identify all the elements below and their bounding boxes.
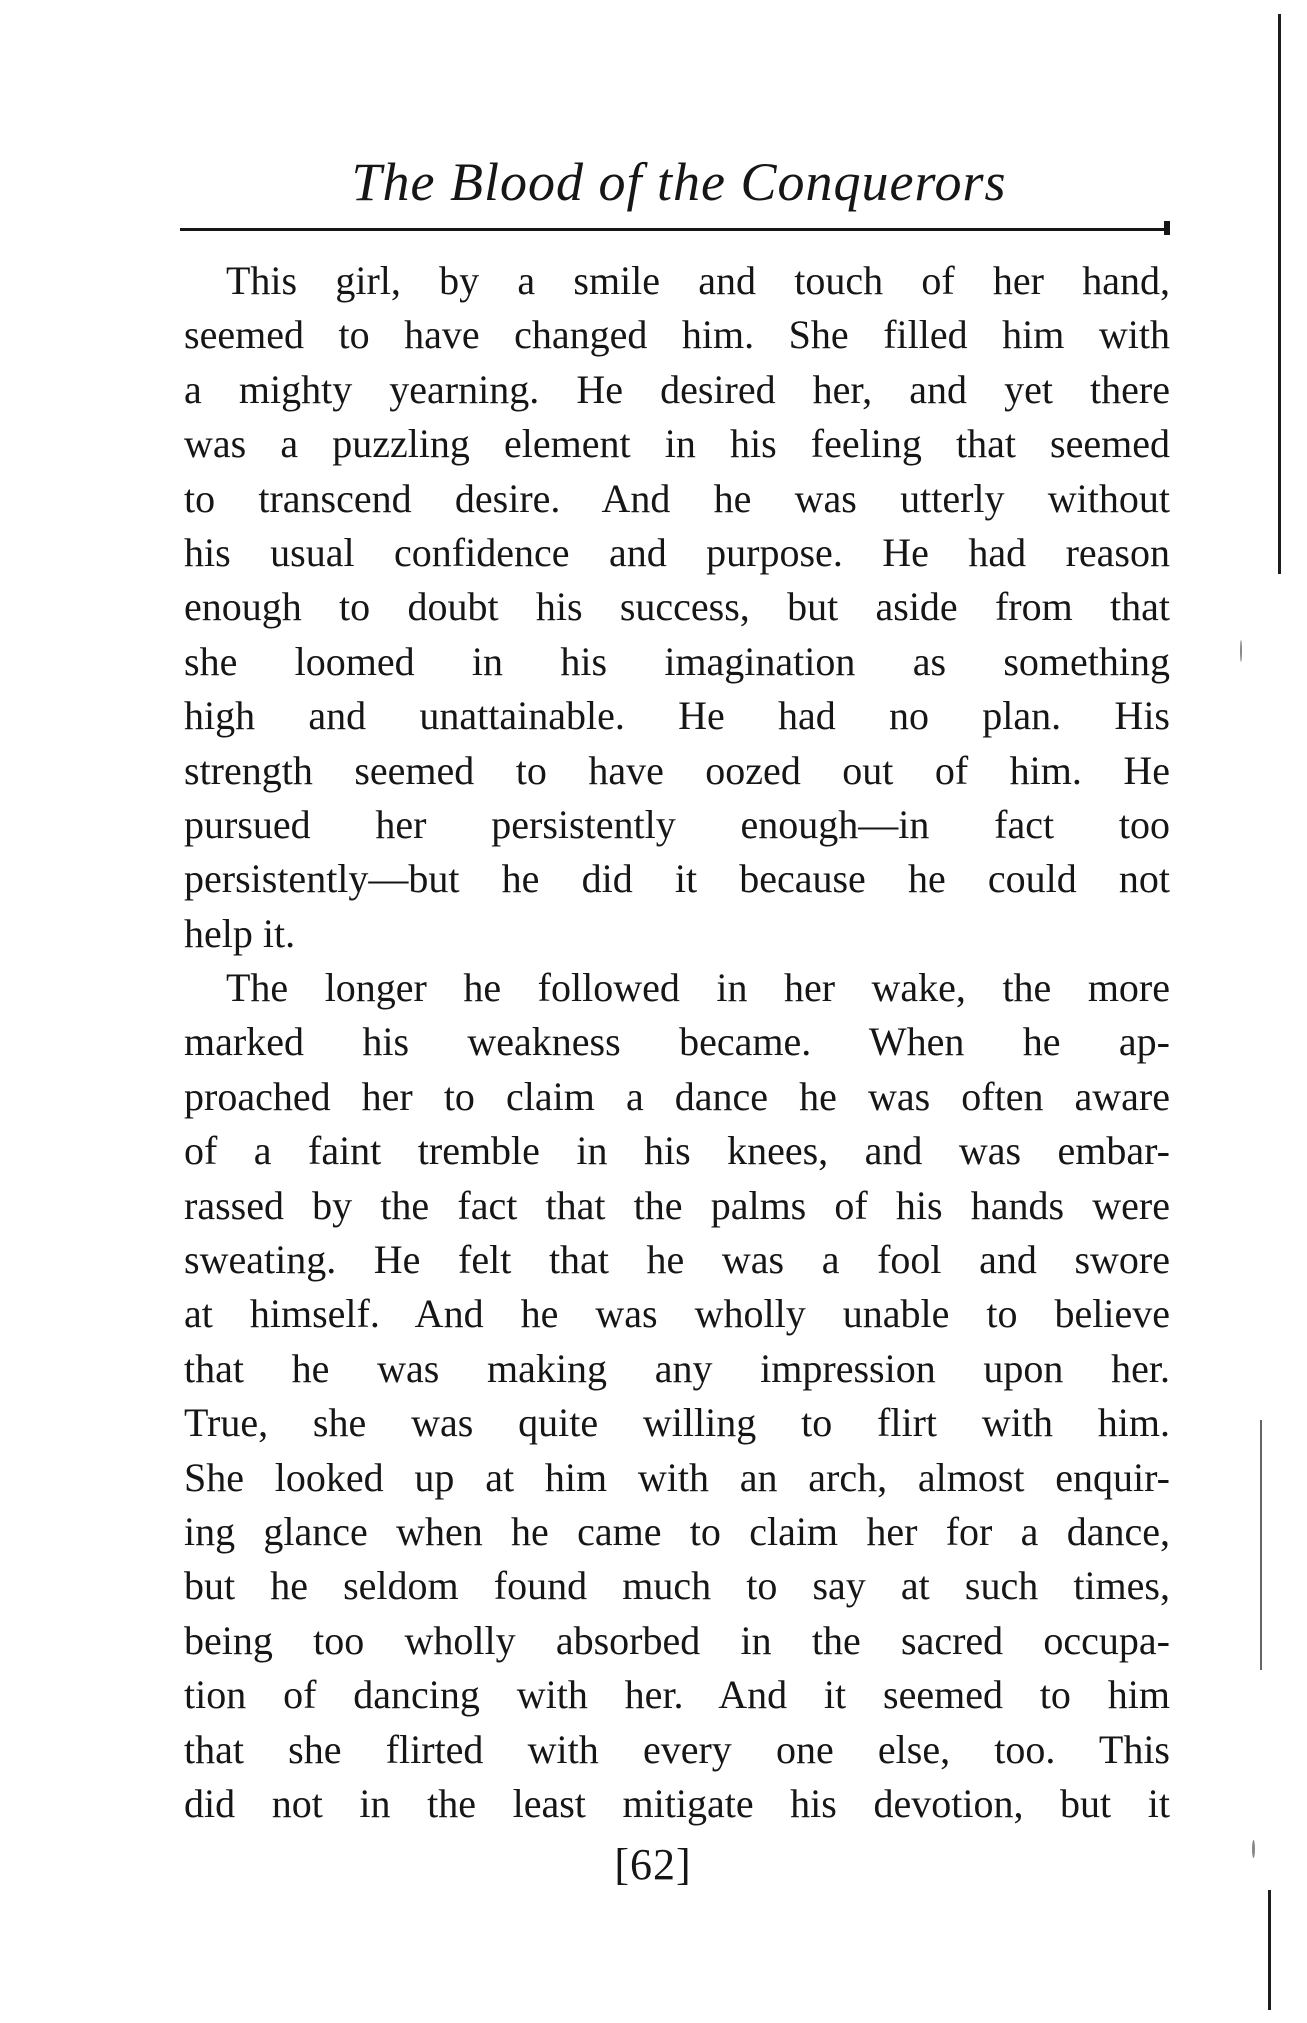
text-line: that he was making any impression upon her.	[184, 1345, 1170, 1391]
text-line: a mighty yearning. He desired her, and yet there	[184, 366, 1170, 412]
text-line: to transcend desire. And he was utterly without	[184, 475, 1170, 521]
header-rule-end-mark	[1164, 221, 1170, 235]
text-line: at himself. And he was wholly unable to believe	[184, 1291, 1170, 1337]
text-line: high and unattainable. He had no plan. His	[184, 693, 1170, 739]
text-line: This girl, by a smile and touch of her hand,	[226, 258, 1170, 303]
text-line: did not in the least mitigate his devotion, but it	[184, 1780, 1170, 1826]
scan-edge-line	[1268, 1890, 1271, 2010]
text-line: being too wholly absorbed in the sacred occupa-	[184, 1617, 1170, 1663]
text-line: persistently—but he did it because he could not	[184, 856, 1170, 902]
scan-speck	[1252, 1840, 1255, 1858]
text-line: True, she was quite willing to flirt with him.	[184, 1400, 1170, 1446]
text-line: help it.	[184, 910, 296, 956]
scan-edge-line	[1278, 14, 1281, 574]
text-line: pursued her persistently enough—in fact too	[184, 801, 1170, 847]
text-line: but he seldom found much to say at such times,	[184, 1563, 1170, 1609]
text-line: tion of dancing with her. And it seemed to him	[184, 1672, 1170, 1718]
text-line: strength seemed to have oozed out of him. He	[184, 747, 1170, 793]
scan-edge-line	[1260, 1420, 1262, 1670]
text-line: sweating. He felt that he was a fool and swore	[184, 1237, 1170, 1283]
text-line: that she flirted with every one else, too. This	[184, 1726, 1170, 1772]
text-line: seemed to have changed him. She filled him with	[184, 312, 1170, 358]
scan-speck	[1240, 640, 1242, 662]
running-head: The Blood of the Conquerors	[351, 152, 1007, 212]
text-line: marked his weakness became. When he ap-	[184, 1019, 1170, 1065]
text-line: The longer he followed in her wake, the more	[226, 965, 1170, 1011]
text-line: of a faint tremble in his knees, and was embar-	[184, 1128, 1170, 1174]
text-line: was a puzzling element in his feeling that seemed	[184, 421, 1170, 467]
text-line: ing glance when he came to claim her for a dance,	[184, 1508, 1170, 1554]
text-line: his usual confidence and purpose. He had reason	[184, 529, 1170, 575]
text-line: she loomed in his imagination as something	[184, 638, 1170, 684]
header-rule	[180, 228, 1168, 231]
text-line: enough to doubt his success, but aside from that	[184, 584, 1170, 630]
text-line: rassed by the fact that the palms of his hands were	[184, 1182, 1170, 1228]
body-text	[184, 254, 1170, 1831]
paragraph-1	[184, 254, 1170, 961]
page-number: [62]	[614, 1840, 692, 1889]
paragraph-2	[184, 961, 1170, 1831]
text-line: She looked up at him with an arch, almost enquir-	[184, 1454, 1170, 1500]
text-line: proached her to claim a dance he was often aware	[184, 1073, 1170, 1119]
